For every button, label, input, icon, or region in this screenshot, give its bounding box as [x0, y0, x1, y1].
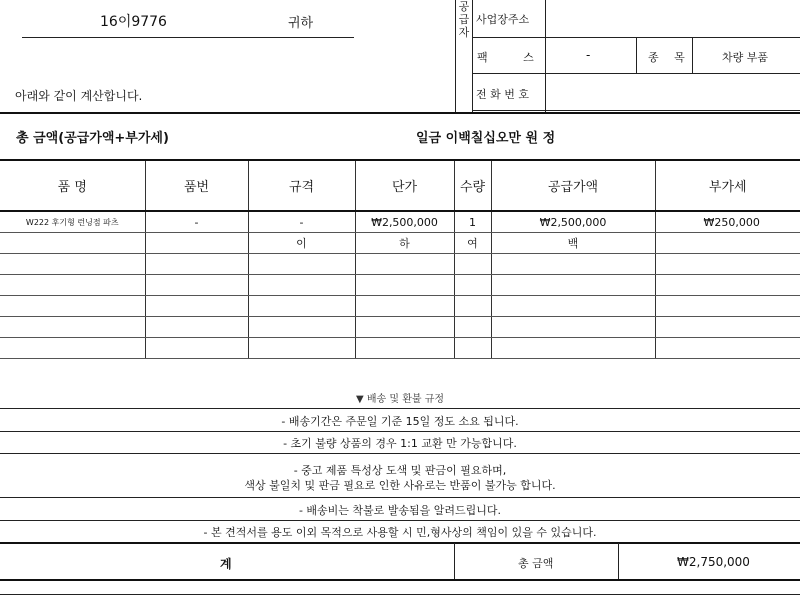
table-row	[0, 317, 800, 338]
table-cell: ₩250,000	[655, 211, 800, 233]
table-cell	[145, 317, 248, 338]
column-header: 품번	[145, 161, 248, 211]
table-row	[0, 338, 800, 359]
table-cell	[0, 317, 145, 338]
table-cell: 1	[454, 211, 491, 233]
triangle-icon: ▼	[355, 394, 367, 405]
table-cell	[355, 338, 454, 359]
table-cell	[655, 317, 800, 338]
table-cell: ₩2,500,000	[355, 211, 454, 233]
column-header: 단가	[355, 161, 454, 211]
table-cell	[0, 338, 145, 359]
notes-section	[0, 385, 800, 545]
table-cell	[491, 296, 655, 317]
table-cell	[0, 275, 145, 296]
fax-label: 팩 스	[477, 51, 550, 64]
table-cell	[491, 275, 655, 296]
table-cell	[145, 233, 248, 254]
table-cell: 여	[454, 233, 491, 254]
honorific: 귀하	[288, 16, 314, 31]
table-row	[0, 296, 800, 317]
type-value: 차량 부품	[722, 51, 769, 64]
table-cell	[655, 233, 800, 254]
phone-label: 전 화 번 호	[476, 88, 529, 101]
table-cell: 백	[491, 233, 655, 254]
note-item: - 배송비는 착불로 발송됨을 알려드립니다.	[298, 504, 502, 517]
supplier-label: 공급자	[458, 0, 470, 39]
footer-total-value: ₩2,750,000	[677, 555, 750, 569]
table-header-row	[0, 161, 800, 211]
sum-label: 계	[220, 557, 232, 571]
table-row	[0, 275, 800, 296]
table-cell	[248, 275, 355, 296]
table-cell	[0, 254, 145, 275]
table-cell	[145, 338, 248, 359]
table-row	[0, 233, 800, 254]
table-cell: ₩2,500,000	[491, 211, 655, 233]
total-amount-label: 총 금액(공급가액+부가세)	[16, 131, 169, 146]
table-cell: 하	[355, 233, 454, 254]
table-cell	[248, 254, 355, 275]
table-cell	[355, 296, 454, 317]
table-cell	[145, 275, 248, 296]
table-cell: -	[248, 211, 355, 233]
table-cell	[655, 254, 800, 275]
intro-text: 아래와 같이 계산합니다.	[15, 89, 143, 103]
table-cell	[454, 296, 491, 317]
column-header: 수량	[454, 161, 491, 211]
notes-title: ▼ 배송 및 환불 규정	[355, 394, 445, 405]
column-header: 규격	[248, 161, 355, 211]
recipient-name: 16이9776	[100, 14, 167, 30]
note-item: - 배송기간은 주문일 기준 15일 정도 소요 됩니다.	[281, 415, 519, 428]
footer-total-label: 총 금액	[518, 557, 554, 570]
fax-value: -	[586, 48, 591, 62]
table-cell	[491, 338, 655, 359]
table-cell	[248, 338, 355, 359]
items-table	[0, 161, 800, 359]
table-cell	[655, 338, 800, 359]
table-cell	[145, 296, 248, 317]
column-header: 부가세	[655, 161, 800, 211]
table-cell: 이	[248, 233, 355, 254]
table-cell	[454, 317, 491, 338]
table-cell	[0, 233, 145, 254]
table-cell	[0, 296, 145, 317]
note-item: - 초기 불량 상품의 경우 1:1 교환 만 가능합니다.	[283, 437, 517, 450]
table-cell	[355, 254, 454, 275]
table-row	[0, 211, 800, 233]
table-cell: W222 후기형 런닝점 파츠	[0, 211, 145, 233]
table-cell	[248, 317, 355, 338]
note-item: 색상 불일치 및 판금 필요로 인한 사유로는 반품이 불가능 합니다.	[244, 479, 556, 492]
total-amount-words: 일금 이백칠십오만 원 정	[416, 131, 556, 146]
table-cell	[454, 275, 491, 296]
table-cell	[655, 296, 800, 317]
note-item: - 본 견적서를 용도 이외 목적으로 사용할 시 민,형사상의 책임이 있을 수 있습니다.	[203, 526, 597, 539]
table-cell	[454, 254, 491, 275]
recipient-underline	[22, 37, 354, 38]
column-header: 공급가액	[491, 161, 655, 211]
table-cell	[491, 254, 655, 275]
table-cell	[355, 317, 454, 338]
table-cell	[355, 275, 454, 296]
table-cell	[454, 338, 491, 359]
table-cell	[248, 296, 355, 317]
note-item: - 중고 제품 특성상 도색 및 판금이 필요하며,	[293, 464, 507, 477]
address-label: 사업장주소	[476, 13, 530, 26]
table-cell: -	[145, 211, 248, 233]
table-row	[0, 254, 800, 275]
type-label: 종 목	[648, 51, 691, 64]
table-cell	[655, 275, 800, 296]
table-cell	[491, 317, 655, 338]
column-header: 품 명	[0, 161, 145, 211]
table-cell	[145, 254, 248, 275]
